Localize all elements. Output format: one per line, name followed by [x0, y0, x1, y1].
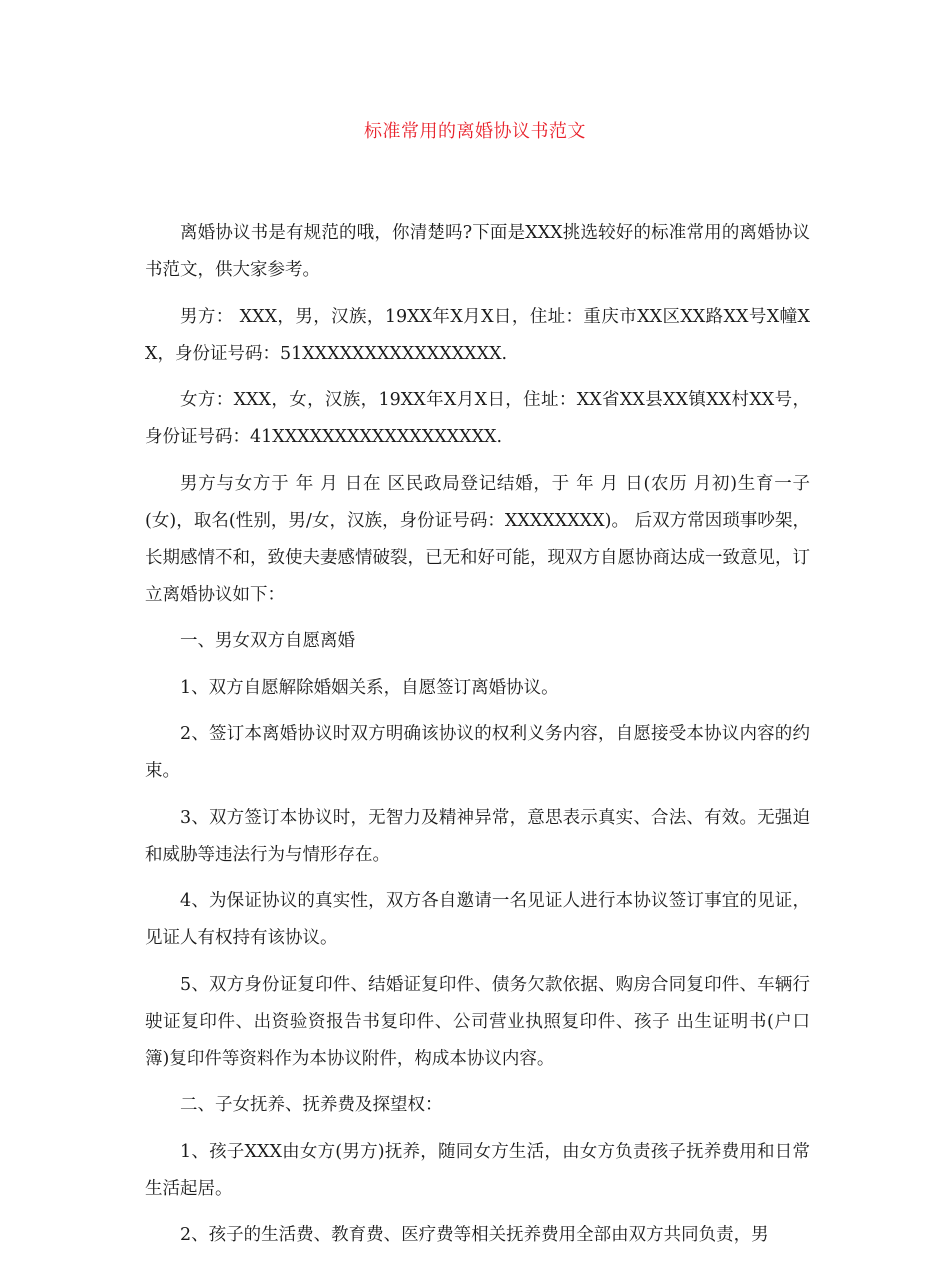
paragraph-husband-info: 男方： XXX，男，汉族，19XX年X月X日，住址：重庆市XX区XX路XX号X幢XX，身份证号码：51XXXXXXXXXXXXXXXX. — [145, 306, 810, 364]
paragraph-intro: 离婚协议书是有规范的哦，你清楚吗?下面是XXX挑选较好的标准常用的离婚协议书范文，供大家参考。 — [145, 223, 810, 280]
paragraph-wife-info: 女方：XXX，女，汉族，19XX年X月X日，住址：XX省XX县XX镇XX村XX号，身份证号码：41XXXXXXXXXXXXXXXXXX. — [145, 390, 810, 447]
clause-2-2: 2、孩子的生活费、教育费、医疗费等相关抚养费用全部由双方共同负责，男 — [180, 1225, 769, 1245]
clause-1-4: 4、为保证协议的真实性，双方各自邀请一名见证人进行本协议签订事宜的见证，见证人有权持有该协议。 — [145, 891, 810, 948]
section-heading-1: 一、男女双方自愿离婚 — [180, 631, 355, 651]
document-body — [145, 215, 810, 1264]
clause-1-3: 3、双方签订本协议时，无智力及精神异常，意思表示真实、合法、有效。无强迫和威胁等违法行为与情形存在。 — [145, 807, 810, 865]
clause-2-1: 1、孩子XXX由女方(男方)抚养，随同女方生活，由女方负责孩子抚养费用和日常生活起居。 — [145, 1141, 810, 1199]
section-heading-2: 二、子女抚养、抚养费及探望权： — [180, 1095, 443, 1115]
document-title: 标准常用的离婚协议书范文 — [364, 121, 586, 142]
clause-1-1: 1、双方自愿解除婚姻关系，自愿签订离婚协议。 — [180, 677, 559, 698]
paragraph-background: 男方与女方于 年 月 日在 区民政局登记结婚，于 年 月 日(农历 月初)生育一子(女)，取名(性别，男/女，汉族，身份证号码：XXXXXXXX)。 后双方常因琐事吵架，长期感情不和，致使夫妻感情破裂，已无和好可能，现双方自愿协商达成一致意见，订立离婚协议如下： — [145, 473, 810, 605]
clause-1-2: 2、签订本离婚协议时双方明确该协议的权利义务内容，自愿接受本协议内容的约束。 — [145, 724, 810, 781]
clause-1-5: 5、双方身份证复印件、结婚证复印件、债务欠款依据、购房合同复印件、车辆行驶证复印件、出资验资报告书复印件、公司营业执照复印件、孩子 出生证明书(户口簿)复印件等资料作为本协议附件，构成本协议内容。 — [145, 974, 810, 1069]
